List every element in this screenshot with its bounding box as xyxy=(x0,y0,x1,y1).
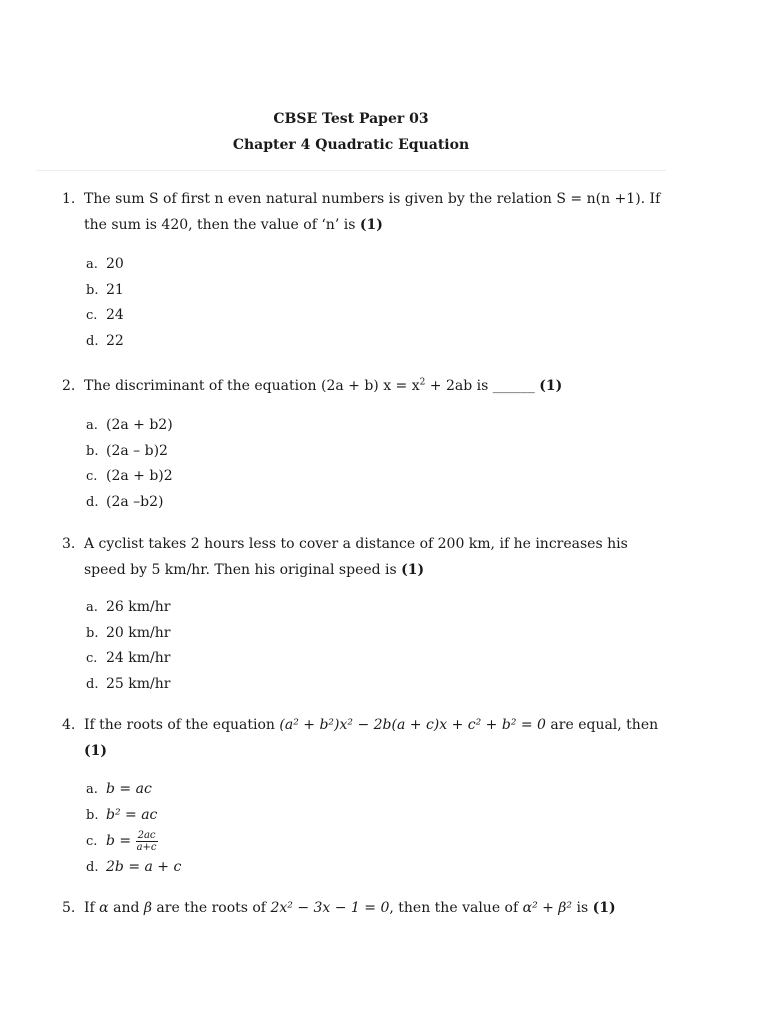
question-3 xyxy=(62,531,672,583)
option-a[interactable]: a. 20 xyxy=(86,256,124,272)
option-a[interactable]: a. 26 km/hr xyxy=(86,599,171,615)
option-c[interactable]: c. (2a + b)2 xyxy=(86,468,173,484)
option-d[interactable]: d. (2a –b2) xyxy=(86,493,164,510)
question-number: 5. xyxy=(62,900,76,916)
paper-header xyxy=(0,106,702,158)
option-c[interactable]: c. 24 km/hr xyxy=(86,650,171,666)
question-number: 4. xyxy=(62,717,76,733)
question-number: 2. xyxy=(62,378,76,394)
question-4-options xyxy=(86,777,181,881)
marks: (1) xyxy=(84,743,107,759)
fraction: $\frac{2ac}{a+c}$ xyxy=(136,829,157,853)
expression: α² + β² xyxy=(522,900,573,916)
question-1-options xyxy=(86,252,124,354)
option-b[interactable]: b. (2a – b)2 xyxy=(86,442,168,459)
option-b[interactable]: b. 20 km/hr xyxy=(86,624,171,641)
question-2-options xyxy=(86,413,173,515)
question-3-options xyxy=(86,595,170,697)
equation: (a² + b²)x² − 2b(a + c)x + c² + b² = 0 xyxy=(279,717,546,733)
marks: (1) xyxy=(401,562,425,578)
equation: 2x² − 3x − 1 = 0 xyxy=(270,900,390,916)
question-text: If the roots of the equation (a² + b²)x² − 2b(a + c)x + c² + b² = 0 are equal, then (1) xyxy=(84,717,659,759)
question-1 xyxy=(62,186,672,238)
question-2 xyxy=(62,373,672,399)
option-a[interactable]: a. b = ac xyxy=(86,781,152,797)
chapter-title: Chapter 4 Quadratic Equation xyxy=(232,137,470,153)
option-d[interactable]: d. 22 xyxy=(86,332,124,349)
marks: (1) xyxy=(359,217,383,233)
option-a[interactable]: a. (2a + b2) xyxy=(86,417,173,433)
question-text: The discriminant of the equation (2a + b) $x = x^2 + 2ab$ is ______ (1) xyxy=(84,377,563,394)
option-d[interactable]: d. 25 km/hr xyxy=(86,675,171,692)
question-text: A cyclist takes 2 hours less to cover a distance of 200 km, if he increases his speed by 5 km/hr. Then his original speed is (1) xyxy=(84,536,628,578)
header-divider xyxy=(36,170,666,171)
option-b[interactable]: b. 21 xyxy=(86,281,124,298)
question-text: The sum S of first n even natural numbers is given by the relation S = n(n +1). If the sum is 420, then the value of ‘n’ is (1) xyxy=(84,191,661,233)
question-5 xyxy=(62,895,672,921)
marks: (1) xyxy=(592,900,616,916)
question-number: 3. xyxy=(62,536,76,552)
option-b[interactable]: b. b² = ac xyxy=(86,806,158,823)
question-4 xyxy=(62,712,672,764)
paper-title: CBSE Test Paper 03 xyxy=(273,111,429,127)
option-c[interactable]: c. b = $\frac{2ac}{a+c}$ xyxy=(86,829,157,853)
question-text: If α and β are the roots of 2x² − 3x − 1 = 0, then the value of α² + β² is (1) xyxy=(84,900,616,916)
question-number: 1. xyxy=(62,191,76,207)
option-d[interactable]: d. 2b = a + c xyxy=(86,859,182,875)
marks: (1) xyxy=(539,378,563,394)
option-c[interactable]: c. 24 xyxy=(86,307,124,323)
